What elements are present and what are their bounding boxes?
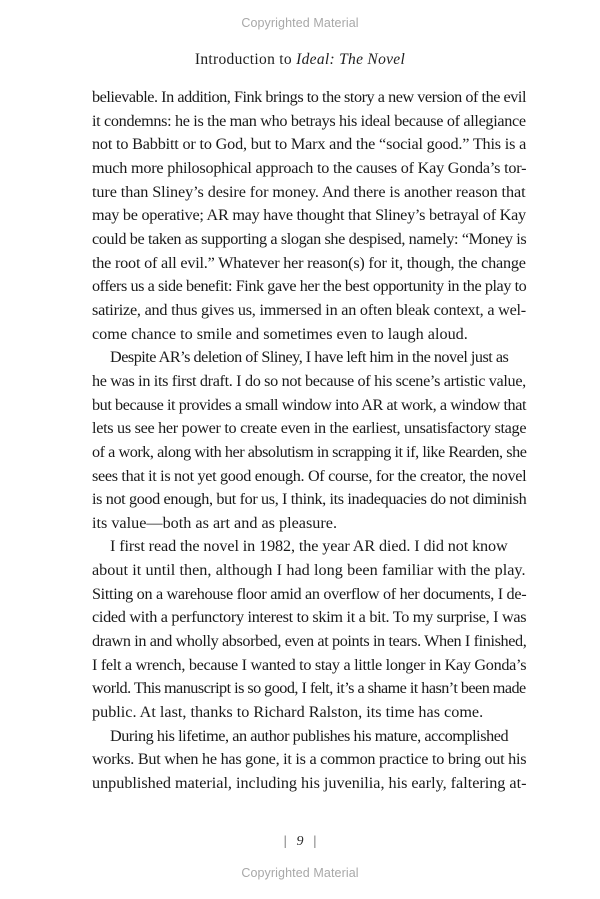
text-line: world. This manuscript is so good, I felt, it’s a shame it hasn’t been made: [92, 679, 526, 698]
text-line: Sitting on a warehouse floor amid an overflow of her documents, I de-: [92, 584, 527, 603]
text-line: he was in its first draft. I do so not because of his scene’s artistic value,: [92, 371, 526, 390]
folio-bar-right: |: [313, 834, 317, 849]
running-head-prefix: Introduction to: [194, 51, 297, 68]
text-line: satirize, and thus gives us, immersed in an often bleak context, a wel-: [92, 300, 526, 319]
body-paragraph: [92, 725, 526, 796]
folio-bar-left: |: [283, 834, 287, 849]
body-paragraph: [92, 346, 526, 535]
text-line: unpublished material, including his juvenilia, his early, faltering at-: [92, 774, 527, 793]
text-line: works. But when he has gone, it is a common practice to bring out his: [92, 750, 527, 769]
text-line: the root of all evil.” Whatever her reason(s) for it, though, the change: [92, 253, 526, 272]
copyright-watermark-bottom: Copyrighted Material: [241, 866, 359, 880]
text-line: public. At last, thanks to Richard Ralston, its time has come.: [92, 703, 484, 722]
running-head: [0, 51, 600, 69]
text-line: ture than Sliney’s desire for money. And there is another reason that: [92, 182, 526, 201]
text-line: of a work, along with her absolutism in scrapping it if, like Rearden, she: [92, 442, 527, 461]
text-line: cided with a perfunctory interest to skim it a bit. To my surprise, I was: [92, 608, 527, 627]
text-line: it condemns: he is the man who betrays his ideal because of allegiance: [92, 111, 526, 130]
body-paragraph: [92, 535, 526, 724]
text-line: its value—both as art and as pleasure.: [92, 513, 337, 532]
text-line: not to Babbitt or to God, but to Marx and the “social good.” This is a: [92, 135, 527, 154]
text-line: I felt a wrench, because I wanted to stay a little longer in Kay Gonda’s: [92, 655, 527, 674]
text-line: offers us a side benefit: Fink gave her the best opportunity in the play to: [92, 277, 527, 296]
text-line: sees that it is not yet good enough. Of course, for the creator, the novel: [92, 466, 527, 485]
text-line: much more philosophical approach to the causes of Kay Gonda’s tor-: [92, 158, 527, 177]
text-line: During his lifetime, an author publishes his mature, accomplished: [110, 726, 509, 745]
body-paragraph: [92, 86, 526, 346]
text-line: Despite AR’s deletion of Sliney, I have left him in the novel just as: [110, 348, 509, 367]
text-line: drawn in and wholly absorbed, even at points in tears. When I finished,: [92, 632, 527, 651]
copyright-watermark-top: Copyrighted Material: [241, 16, 359, 30]
page-folio: [0, 834, 600, 850]
body-text: [92, 86, 526, 796]
text-line: is not good enough, but for us, I think, its inadequacies do not diminish: [92, 490, 527, 509]
page-number: 9: [296, 834, 304, 849]
text-line: could be taken as supporting a slogan she despised, namely: “Money is: [92, 229, 527, 248]
text-line: lets us see her power to create even in the earliest, unsatisfactory stage: [92, 419, 527, 438]
text-line: but because it provides a small window into AR at work, a window that: [92, 395, 527, 414]
text-line: come chance to smile and sometimes even to laugh aloud.: [92, 324, 468, 343]
text-line: believable. In addition, Fink brings to the story a new version of the evil: [92, 88, 526, 106]
text-line: may be operative; AR may have thought that Sliney’s betrayal of Kay: [92, 206, 526, 225]
text-line: I first read the novel in 1982, the year AR died. I did not know: [110, 537, 508, 556]
text-line: about it until then, although I had long been familiar with the play.: [92, 561, 526, 580]
running-head-title: Ideal: The Novel: [296, 51, 406, 68]
